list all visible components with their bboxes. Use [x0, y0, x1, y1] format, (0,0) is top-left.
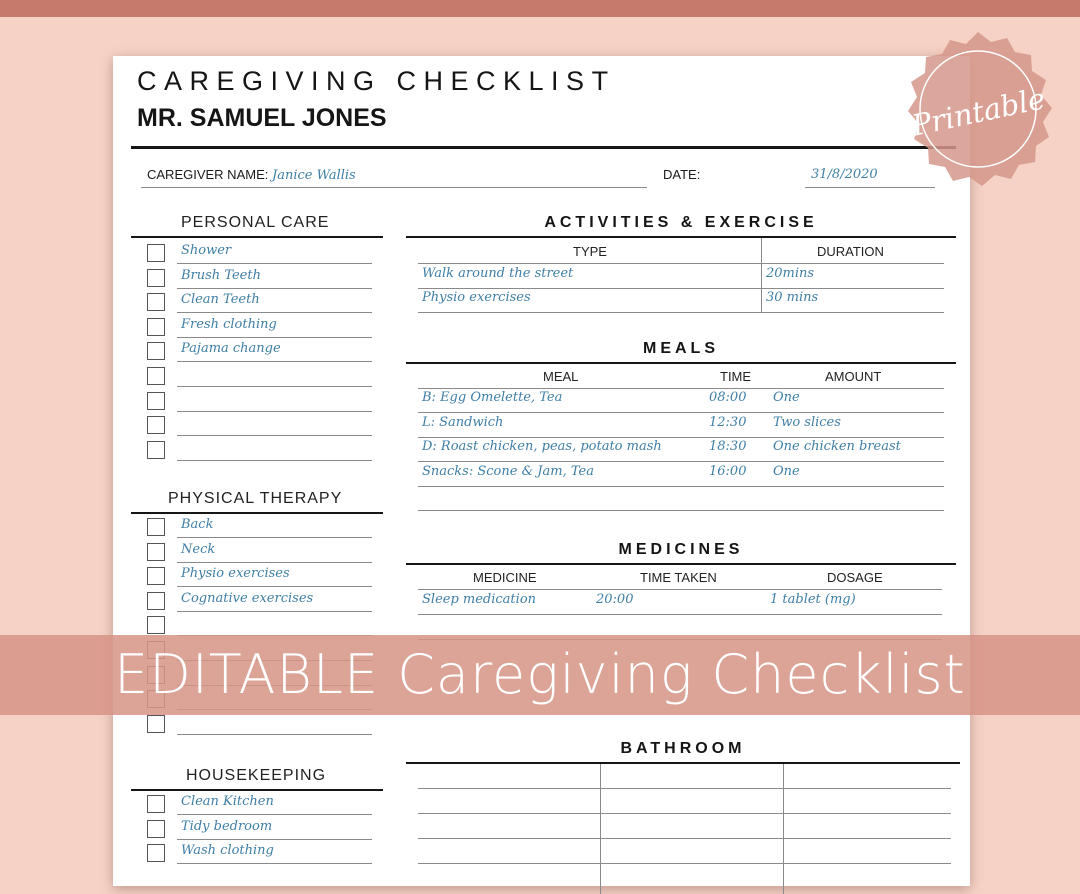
personal-care-item-text: Shower: [181, 243, 232, 258]
bathroom-row-line: [418, 813, 951, 814]
medicines-col-medicine: MEDICINE: [473, 570, 537, 585]
activities-type-cell: Walk around the street: [422, 266, 574, 281]
checkbox[interactable]: [147, 392, 165, 410]
personal-care-item[interactable]: [147, 388, 372, 412]
checkbox[interactable]: [147, 592, 165, 610]
medicines-rule: [406, 563, 956, 565]
checkbox[interactable]: [147, 518, 165, 536]
housekeeping-item[interactable]: [147, 791, 372, 815]
meal-amount-cell: Two slices: [773, 414, 841, 430]
physical-therapy-item-text: Neck: [181, 541, 216, 557]
meal-time-cell: 08:00: [709, 390, 747, 405]
housekeeping-item[interactable]: [147, 840, 372, 864]
checkbox[interactable]: [147, 342, 165, 360]
banner-text: EDITABLE Caregiving Checklist: [114, 643, 966, 706]
meal-name-cell: L: Sandwich: [422, 414, 504, 430]
activities-duration-cell: 20mins: [766, 266, 815, 281]
bathroom-heading: BATHROOM: [620, 740, 746, 757]
meal-amount-cell: One chicken breast: [773, 439, 901, 455]
checklist-page: [113, 56, 970, 886]
meal-name-cell: B: Egg Omelette, Tea: [422, 390, 563, 405]
printable-badge: [898, 30, 1058, 190]
meals-row-line: [418, 510, 944, 511]
meals-rule: [406, 362, 956, 364]
personal-care-item[interactable]: [147, 240, 372, 264]
meals-row-line: [418, 486, 944, 487]
housekeeping-heading: HOUSEKEEPING: [186, 767, 327, 784]
caregiver-name-value: Janice Wallis: [271, 168, 356, 183]
meals-col-amount: AMOUNT: [825, 369, 882, 384]
activities-col-duration: DURATION: [817, 244, 884, 259]
checkbox[interactable]: [147, 244, 165, 262]
bathroom-row-line: [418, 788, 951, 789]
date-label: DATE:: [663, 167, 701, 182]
activities-row-line: [418, 288, 944, 289]
meal-time-cell: 12:30: [709, 414, 747, 430]
caregiver-name-label: CAREGIVER NAME:: [147, 167, 269, 182]
personal-care-item[interactable]: [147, 289, 372, 313]
meal-name-cell: D: Roast chicken, peas, potato mash: [422, 439, 662, 455]
housekeeping-item-text: Clean Kitchen: [181, 794, 274, 809]
medicines-col-dosage: DOSAGE: [827, 570, 883, 585]
checkbox[interactable]: [147, 269, 165, 287]
personal-care-item-text: Clean Teeth: [181, 292, 260, 308]
meals-row-line: [418, 412, 944, 413]
medicine-time-cell: 20:00: [596, 592, 634, 607]
bathroom-divider: [783, 764, 784, 894]
meals-row-line: [418, 437, 944, 438]
personal-care-heading: PERSONAL CARE: [181, 214, 330, 231]
bathroom-row-line: [418, 838, 951, 839]
physical-therapy-item[interactable]: [147, 588, 372, 612]
checkbox[interactable]: [147, 795, 165, 813]
activities-row-line: [418, 312, 944, 313]
medicines-col-time-taken: TIME TAKEN: [640, 570, 717, 585]
checkbox[interactable]: [147, 616, 165, 634]
meals-heading: MEALS: [643, 340, 719, 357]
physical-therapy-item-text: Physio exercises: [181, 566, 290, 582]
meal-time-cell: 16:00: [709, 463, 747, 479]
checkbox[interactable]: [147, 441, 165, 459]
page-title: CAREGIVING CHECKLIST: [137, 66, 616, 96]
physical-therapy-item-text: Back: [181, 517, 214, 532]
meal-amount-cell: One: [773, 390, 800, 405]
medicines-header-line: [418, 589, 942, 590]
top-accent-bar: [0, 0, 1080, 17]
meal-name-cell: Snacks: Scone & Jam, Tea: [422, 463, 594, 479]
meals-row-line: [418, 461, 944, 462]
medicines-heading: MEDICINES: [618, 541, 744, 558]
personal-care-item[interactable]: [147, 363, 372, 387]
personal-care-item[interactable]: [147, 338, 372, 362]
personal-care-item[interactable]: [147, 314, 372, 338]
physical-therapy-heading: PHYSICAL THERAPY: [168, 490, 343, 507]
meal-time-cell: 18:30: [709, 439, 747, 455]
personal-care-item[interactable]: [147, 437, 372, 461]
item-line: [177, 460, 372, 461]
meals-col-time: TIME: [720, 369, 752, 384]
checkbox[interactable]: [147, 844, 165, 862]
physical-therapy-item[interactable]: [147, 563, 372, 587]
date-value[interactable]: 31/8/2020: [811, 167, 878, 182]
caregiver-name-line: [141, 187, 647, 188]
checkbox[interactable]: [147, 715, 165, 733]
checkbox[interactable]: [147, 367, 165, 385]
checkbox[interactable]: [147, 820, 165, 838]
activities-col-type: TYPE: [573, 244, 607, 259]
activities-type-cell: Physio exercises: [422, 290, 531, 305]
checkbox[interactable]: [147, 567, 165, 585]
medicine-name-cell: Sleep medication: [422, 592, 537, 607]
physical-therapy-item[interactable]: [147, 514, 372, 538]
checkbox[interactable]: [147, 318, 165, 336]
badge-text: Printable: [908, 81, 1049, 143]
physical-therapy-item[interactable]: [147, 612, 372, 636]
editable-banner: [0, 635, 1080, 715]
checkbox[interactable]: [147, 293, 165, 311]
activities-heading: ACTIVITIES & EXERCISE: [544, 214, 818, 231]
personal-care-item-text: Pajama change: [181, 341, 281, 357]
meals-header-line: [418, 388, 944, 389]
personal-care-rule: [131, 236, 383, 238]
medicines-row-line: [418, 614, 942, 615]
activities-header-line: [418, 263, 944, 264]
physical-therapy-item[interactable]: [147, 539, 372, 563]
meal-amount-cell: One: [773, 463, 800, 479]
personal-care-item[interactable]: [147, 265, 372, 289]
item-line: [177, 734, 372, 735]
header-rule: [131, 146, 956, 149]
personal-care-item[interactable]: [147, 412, 372, 436]
checkbox[interactable]: [147, 416, 165, 434]
physical-therapy-item-text: Cognative exercises: [181, 590, 314, 606]
housekeeping-item-text: Tidy bedroom: [181, 818, 273, 834]
checkbox[interactable]: [147, 543, 165, 561]
caregiver-name-field[interactable]: [147, 167, 356, 183]
activities-rule: [406, 236, 956, 238]
bathroom-rule: [406, 762, 960, 764]
personal-care-item-text: Fresh clothing: [181, 316, 277, 332]
bathroom-divider: [600, 764, 601, 894]
personal-care-item-text: Brush Teeth: [181, 267, 261, 283]
activities-duration-cell: 30 mins: [766, 290, 819, 305]
meals-col-meal: MEAL: [543, 369, 579, 384]
medicine-dosage-cell: 1 tablet (mg): [770, 592, 856, 607]
patient-name: MR. SAMUEL JONES: [137, 104, 387, 132]
housekeeping-item[interactable]: [147, 816, 372, 840]
activities-divider: [761, 238, 762, 312]
housekeeping-item-text: Wash clothing: [181, 843, 274, 859]
